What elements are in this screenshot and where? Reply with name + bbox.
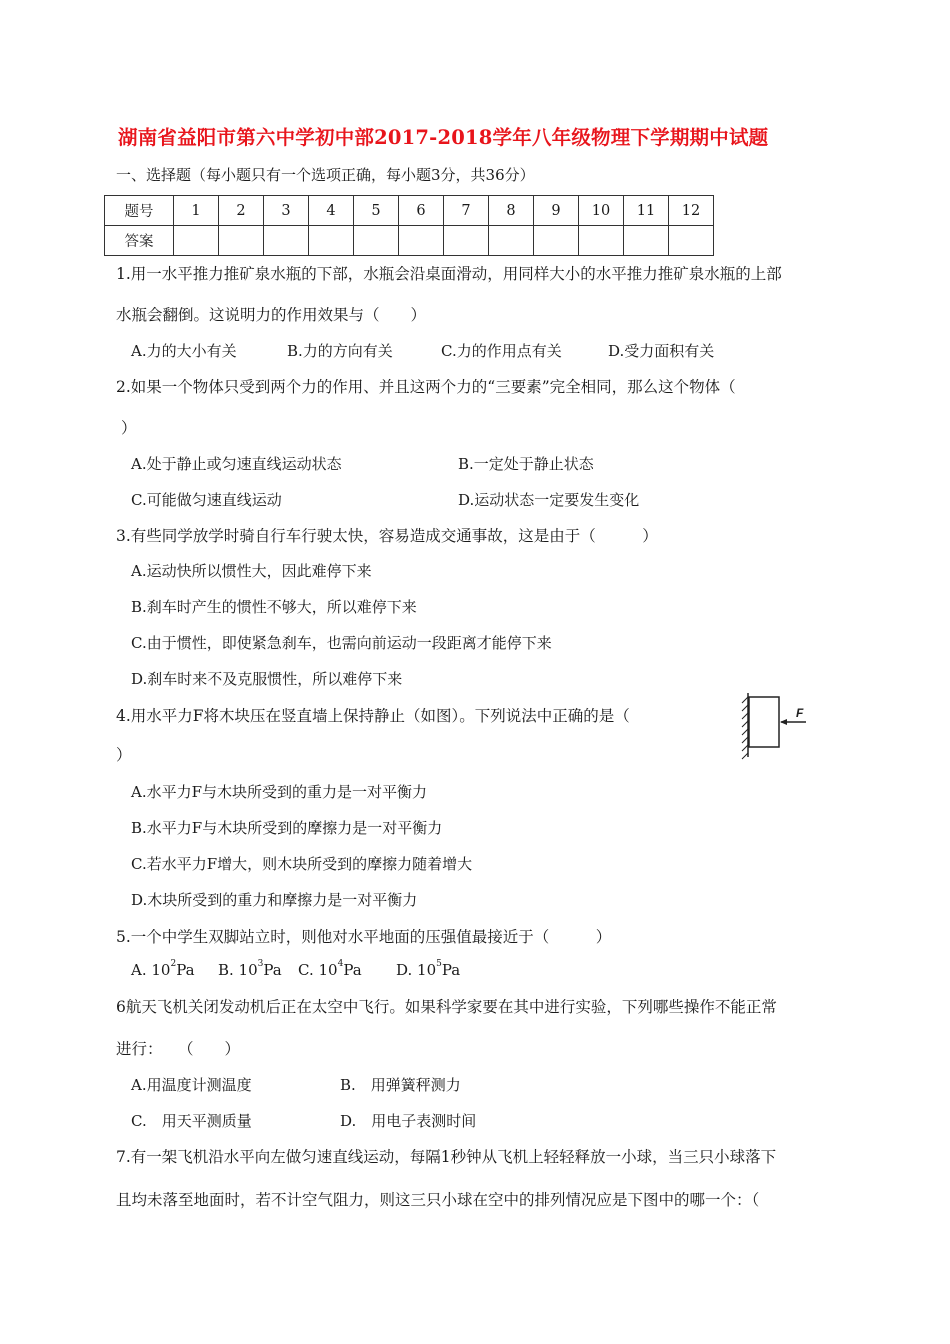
page-title: 湖南省益阳市第六中学初中部2017-2018学年八年级物理下学期期中试题: [118, 126, 769, 149]
q4-option-d: D.木块所受到的重力和摩擦力是一对平衡力: [131, 891, 418, 909]
q5-option-c: C. $10^4Pa$: [298, 959, 362, 979]
q6-option-b: B. 用弹簧秤测力: [340, 1076, 461, 1094]
q6-text-line1: 6航天飞机关闭发动机后正在太空中飞行。如果科学家要在其中进行实验，下列哪些操作不能正常: [116, 998, 777, 1016]
q5-option-b: B. $10^3Pa$: [218, 959, 282, 979]
answer-cell[interactable]: [264, 226, 309, 256]
q2-text-line1: 2.如果一个物体只受到两个力的作用、并且这两个力的“三要素”完全相同，那么这个物体（: [116, 378, 736, 396]
force-arrow-head: [780, 719, 787, 725]
q5-option-d: D. $10^5Pa$: [396, 959, 461, 979]
answer-cell[interactable]: [174, 226, 219, 256]
answer-cell[interactable]: [624, 226, 669, 256]
q1-text-line2: 水瓶会翻倒。这说明力的作用效果与（ ）: [116, 306, 427, 324]
answer-cell[interactable]: [444, 226, 489, 256]
question-number-cell: 7: [444, 196, 489, 226]
question-number-cell: 3: [264, 196, 309, 226]
force-label: F: [796, 706, 804, 720]
answer-cell[interactable]: [309, 226, 354, 256]
q6-option-c: C. 用天平测质量: [131, 1112, 252, 1130]
q7-text-line2: 且均未落至地面时，若不计空气阻力，则这三只小球在空中的排列情况应是下图中的哪一个：（: [116, 1191, 760, 1209]
question-number-cell: 6: [399, 196, 444, 226]
q4-text-line1: 4.用水平力F将木块压在竖直墙上保持静止（如图）。下列说法中正确的是（: [116, 707, 630, 725]
q2-option-c: C.可能做匀速直线运动: [131, 491, 282, 509]
q1-option-a: A.力的大小有关: [131, 342, 237, 360]
answer-cell[interactable]: [489, 226, 534, 256]
question-number-cell: 11: [624, 196, 669, 226]
answer-cell[interactable]: [579, 226, 624, 256]
question-number-cell: 8: [489, 196, 534, 226]
question-number-cell: 1: [174, 196, 219, 226]
answer-table-answer-row: [105, 226, 714, 256]
answer-label-cell: 答案: [105, 226, 174, 256]
q6-option-d: D. 用电子表测时间: [340, 1112, 477, 1130]
q6-text-line2: 进行： （ ）: [116, 1040, 241, 1058]
q4-option-c: C.若水平力F增大，则木块所受到的摩擦力随着增大: [131, 855, 473, 873]
q5-option-a: A. $10^2Pa$: [131, 959, 195, 979]
q1-option-c: C.力的作用点有关: [441, 342, 562, 360]
header-label-cell: 题号: [105, 196, 174, 226]
wall-hatching: [742, 697, 748, 759]
q1-text-line1: 1.用一水平推力推矿泉水瓶的下部，水瓶会沿桌面滑动，用同样大小的水平推力推矿泉水瓶的上部: [116, 265, 782, 283]
answer-cell[interactable]: [219, 226, 264, 256]
question-number-cell: 12: [669, 196, 714, 226]
wall-block-force-figure: [738, 691, 818, 761]
q2-option-a: A.处于静止或匀速直线运动状态: [131, 455, 342, 473]
q1-option-d: D.受力面积有关: [608, 342, 715, 360]
q6-option-a: A.用温度计测温度: [131, 1076, 252, 1094]
q2-option-d: D.运动状态一定要发生变化: [458, 491, 640, 509]
q2-option-b: B.一定处于静止状态: [458, 455, 594, 473]
question-number-cell: 9: [534, 196, 579, 226]
answer-cell[interactable]: [399, 226, 444, 256]
q4-text-line2: ）: [116, 746, 132, 764]
question-number-cell: 4: [309, 196, 354, 226]
q3-option-a: A.运动快所以惯性大，因此难停下来: [131, 562, 372, 580]
answer-table-header-row: [105, 196, 714, 226]
q3-option-c: C.由于惯性，即使紧急刹车，也需向前运动一段距离才能停下来: [131, 634, 552, 652]
answer-cell[interactable]: [669, 226, 714, 256]
q7-text-line1: 7.有一架飞机沿水平向左做匀速直线运动，每隔1秒钟从飞机上轻轻释放一小球，当三只小球落下: [116, 1148, 777, 1166]
wooden-block: [749, 697, 779, 747]
q3-text-line1: 3.有些同学放学时骑自行车行驶太快，容易造成交通事故，这是由于（ ）: [116, 527, 658, 545]
q1-option-b: B.力的方向有关: [287, 342, 393, 360]
answer-cell[interactable]: [354, 226, 399, 256]
answer-cell[interactable]: [534, 226, 579, 256]
q4-option-a: A.水平力F与木块所受到的重力是一对平衡力: [131, 783, 428, 801]
q3-option-d: D.刹车时来不及克服惯性，所以难停下来: [131, 670, 403, 688]
q2-text-line2: ）: [121, 419, 137, 437]
q3-option-b: B.刹车时产生的惯性不够大，所以难停下来: [131, 598, 417, 616]
question-number-cell: 5: [354, 196, 399, 226]
q4-option-b: B.水平力F与木块所受到的摩擦力是一对平衡力: [131, 819, 443, 837]
q5-text-line1: 5.一个中学生双脚站立时，则他对水平地面的压强值最接近于（ ）: [116, 928, 612, 946]
question-number-cell: 2: [219, 196, 264, 226]
question-number-cell: 10: [579, 196, 624, 226]
section-heading: 一、选择题（每小题只有一个选项正确，每小题3分，共36分）: [116, 166, 535, 184]
answer-table: [104, 195, 714, 256]
